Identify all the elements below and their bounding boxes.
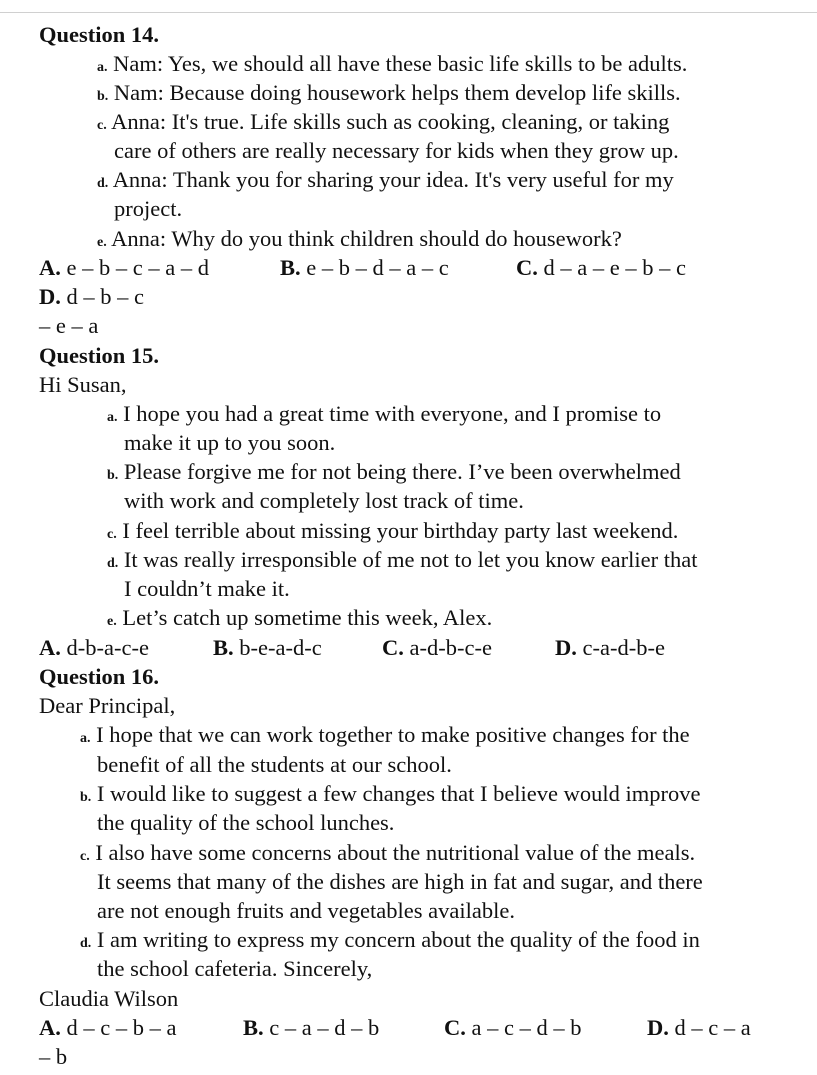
q14-item-b <box>97 78 681 107</box>
question-16-title: Question 16. <box>39 664 160 689</box>
q15-option-c[interactable]: C. a-d-b-c-e <box>382 635 492 660</box>
q15-item-a-marker: a. <box>107 410 118 425</box>
q14-item-e <box>97 224 622 253</box>
q15-item-a-text: I hope you had a great time with everyone, and I promise to <box>123 401 662 426</box>
q15-item-d-marker: d. <box>107 556 119 571</box>
q15-item-c-text: I feel terrible about missing your birthday party last weekend. <box>122 518 679 543</box>
q15-item-a-line2: make it up to you soon. <box>124 430 336 455</box>
q15-item-b <box>107 457 681 486</box>
q16-item-a-marker: a. <box>80 731 91 746</box>
q15-item-a <box>107 399 661 428</box>
q16-item-a-text: I hope that we can work together to make positive changes for the <box>96 722 690 747</box>
q16-item-d-line2: the school cafeteria. Sincerely, <box>97 956 373 981</box>
q14-item-b-text: Nam: Because doing housework helps them develop life skills. <box>113 80 681 105</box>
q14-item-c-text: Anna: It's true. Life skills such as cooking, cleaning, or taking <box>111 109 670 134</box>
q15-item-c-marker: c. <box>107 527 117 542</box>
q14-item-c-marker: c. <box>97 118 107 133</box>
q15-item-d-line2: I couldn’t make it. <box>124 576 290 601</box>
q14-item-d-line2: project. <box>114 196 183 221</box>
q16-option-c[interactable]: C. a – c – d – b <box>444 1015 582 1040</box>
q15-item-b-text: Please forgive me for not being there. I’ve been overwhelmed <box>123 459 681 484</box>
top-divider <box>0 12 817 13</box>
q15-greeting: Hi Susan, <box>39 372 127 397</box>
q15-item-e-marker: e. <box>107 614 117 629</box>
q15-item-e <box>107 603 492 632</box>
q14-item-b-marker: b. <box>97 89 109 104</box>
q16-options-row <box>0 1013 817 1042</box>
q15-item-d-text: It was really irresponsible of me not to let you know earlier that <box>123 547 698 572</box>
q14-option-c[interactable]: C. d – a – e – b – c <box>516 255 686 280</box>
q15-option-a[interactable]: A. d-b-a-c-e <box>39 635 149 660</box>
question-14-title: Question 14. <box>39 22 160 47</box>
q16-item-c-line3: are not enough fruits and vegetables available. <box>97 898 515 923</box>
q14-item-d <box>97 165 674 194</box>
q15-item-b-marker: b. <box>107 468 119 483</box>
q14-option-d[interactable]: D. d – b – c <box>39 284 144 309</box>
q15-option-d[interactable]: D. c-a-d-b-e <box>555 635 665 660</box>
q16-greeting: Dear Principal, <box>39 693 176 718</box>
q16-item-c-line2: It seems that many of the dishes are high in fat and sugar, and there <box>97 869 703 894</box>
q16-item-d <box>80 925 700 954</box>
q16-option-b[interactable]: B. c – a – d – b <box>243 1015 380 1040</box>
q16-item-a-line2: benefit of all the students at our school. <box>97 752 452 777</box>
q14-item-a-marker: a. <box>97 60 108 75</box>
q15-options-row <box>0 633 817 662</box>
q14-item-d-marker: d. <box>97 176 109 191</box>
q14-item-a <box>97 49 687 78</box>
q14-item-e-text: Anna: Why do you think children should do housework? <box>111 226 622 251</box>
q15-option-b[interactable]: B. b-e-a-d-c <box>213 635 322 660</box>
q16-item-c-marker: c. <box>80 849 90 864</box>
q16-item-b-line2: the quality of the school lunches. <box>97 810 395 835</box>
q16-item-b <box>80 779 701 808</box>
q16-item-d-marker: d. <box>80 936 92 951</box>
q14-item-d-text: Anna: Thank you for sharing your idea. It's very useful for my <box>112 167 674 192</box>
q14-item-a-text: Nam: Yes, we should all have these basic life skills to be adults. <box>113 51 688 76</box>
q16-item-c-text: I also have some concerns about the nutritional value of the meals. <box>95 840 696 865</box>
q14-item-c-line2: care of others are really necessary for kids when they grow up. <box>114 138 679 163</box>
q16-item-b-marker: b. <box>80 790 92 805</box>
q16-option-d[interactable]: D. d – c – a <box>647 1015 751 1040</box>
q16-item-d-text: I am writing to express my concern about the quality of the food in <box>96 927 700 952</box>
q14-item-c <box>97 107 669 136</box>
question-15-title: Question 15. <box>39 343 160 368</box>
q14-options-row <box>0 253 817 282</box>
q15-item-b-line2: with work and completely lost track of time. <box>124 488 524 513</box>
q14-option-b[interactable]: B. e – b – d – a – c <box>280 255 449 280</box>
q15-item-c <box>107 516 678 545</box>
q16-item-a <box>80 720 690 749</box>
q14-option-a[interactable]: A. e – b – c – a – d <box>39 255 209 280</box>
q15-item-d <box>107 545 698 574</box>
q16-option-a[interactable]: A. d – c – b – a <box>39 1015 177 1040</box>
q16-item-c <box>80 838 695 867</box>
q16-signature: Claudia Wilson <box>39 986 179 1011</box>
q16-option-d-continuation: – b <box>39 1044 68 1069</box>
q14-item-e-marker: e. <box>97 235 107 250</box>
q14-option-d-continuation: – e – a <box>39 313 99 338</box>
q16-item-b-text: I would like to suggest a few changes that I believe would improve <box>96 781 701 806</box>
q15-item-e-text: Let’s catch up sometime this week, Alex. <box>122 605 493 630</box>
